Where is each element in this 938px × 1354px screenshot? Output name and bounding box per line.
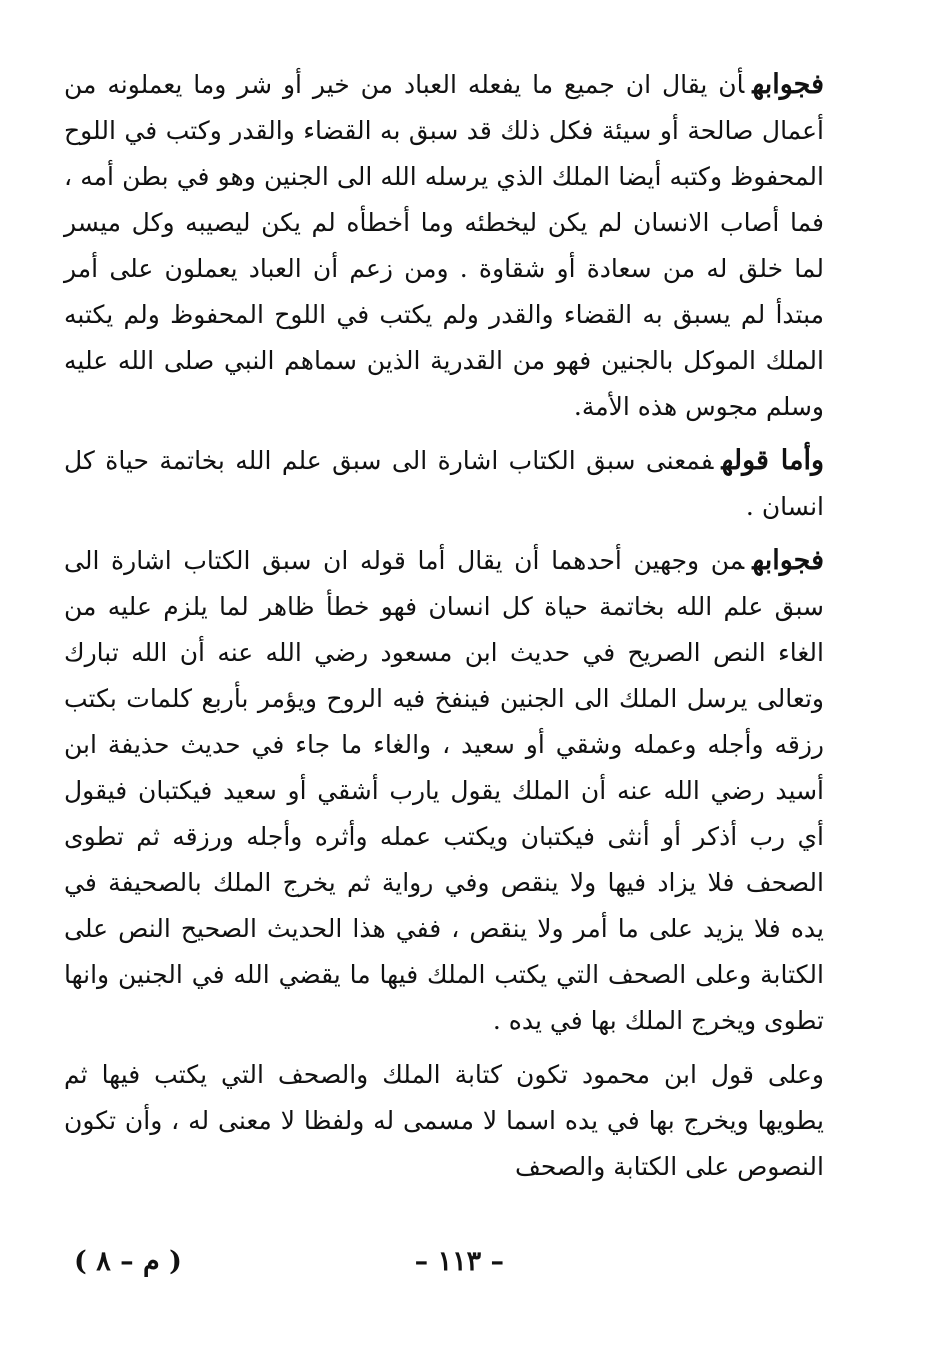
paragraph-lead: فجوابه [752,69,824,100]
paragraph-text: من وجهين أحدهما أن يقال أما قوله ان سبق الكتاب اشارة الى سبق علم الله بخاتمة حياة كل انسان فهو خطأ ظاهر لما يلزم عليه من الغاء النص الصريح في حديث ابن مسعود رضي الله عنه أن الله تبارك وتعالى يرسل الملك الى الجنين فينفخ فيه الروح ويؤمر بأربع كلمات بكتب رزقه وأجله وعمله وشقي أو سعيد ، والغاء ما جاء في حديث حذيفة ابن أسيد رضي الله عنه أن الملك يقول يارب أشقي أو سعيد فيكتبان فيقول أي رب أذكر أو أنثى فيكتبان ويكتب عمله وأثره وأجله ورزقه ثم تطوى الصحف فلا يزاد فيها ولا ينقص وفي رواية ثم يخرج الملك بالصحيفة في يده فلا يزيد على ما أمر ولا ينقص ، ففي هذا الحديث الصحيح النص على الكتابة وعلى الصحف التي يكتب الملك فيها ما يقضي الله في الجنين وانها تطوى ويخرج الملك بها في يده . [64,546,824,1035]
page-body [64,62,824,1190]
paragraph-answer-1 [64,62,824,430]
paragraph-lead: وأما قوله [721,445,825,476]
paragraph-text: فمعنى سبق الكتاب اشارة الى سبق علم الله بخاتمة حياة كل انسان . [64,446,824,521]
paragraph-answer-2 [64,538,824,1044]
paragraph-text: وعلى قول ابن محمود تكون كتابة الملك والصحف التي يكتب فيها ثم يطويها ويخرج بها في يده اسما لا مسمى له ولفظا لا معنى له ، وأن تكون النصوص على الكتابة والصحف [64,1060,824,1181]
paragraph-quote [64,438,824,530]
paragraph-text: أن يقال ان جميع ما يفعله العباد من خير أو شر وما يعملونه من أعمال صالحة أو سيئة فكل ذلك قد سبق به القضاء والقدر وكتب في اللوح المحفوظ وكتبه أيضا الملك الذي يرسله الله الى الجنين وهو في بطن أمه ، فما أصاب الانسان لم يكن ليخطئه وما أخطأه لم يكن ليصيبه وكل ميسر لما خلق له من سعادة أو شقاوة . ومن زعم أن العباد يعملون على أمر مبتدأ لم يسبق به القضاء والقدر ولم يكتب في اللوح المحفوظ ولم يكتبه الملك الموكل بالجنين فهو من القدرية الذين سماهم النبي صلى الله عليه وسلم مجوس هذه الأمة. [64,70,824,421]
page-number: – ١١٣ – [414,1246,504,1277]
paragraph-continuation [64,1052,824,1190]
page-footer [64,1246,824,1286]
printer-signature: ( م – ٨ ) [74,1246,182,1277]
paragraph-lead: فجوابه [752,545,824,576]
